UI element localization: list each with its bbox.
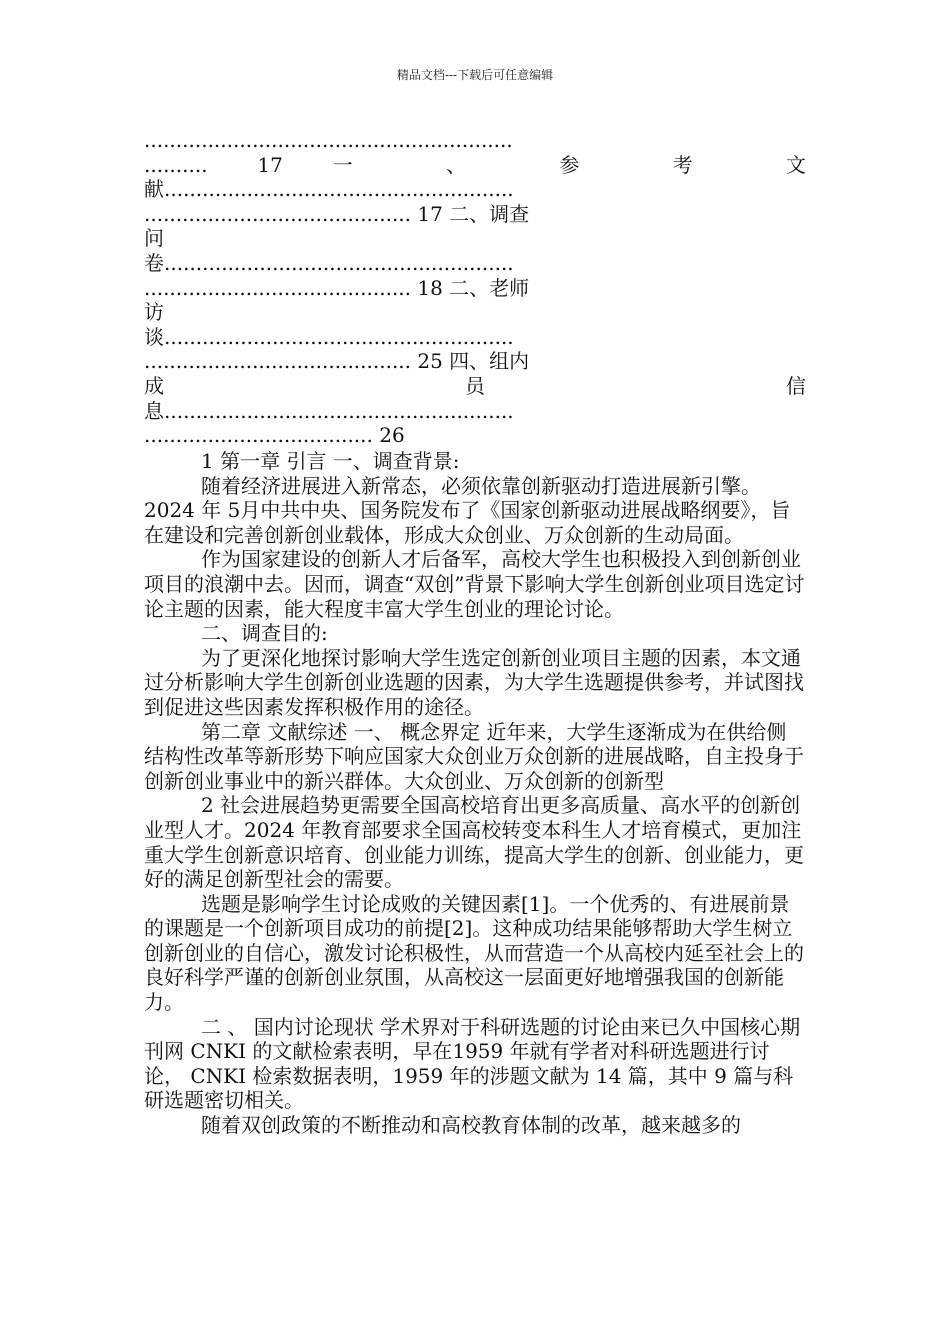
toc-line: 息....................................................... — [144, 398, 514, 423]
table-of-contents — [144, 128, 806, 448]
toc-line: .......................................... 18 二、老师 — [144, 275, 530, 300]
toc-line: .......................................................... — [144, 128, 513, 152]
toc-line: 成 员 信 — [144, 373, 806, 398]
toc-line: .......................................... 25 四、组内 — [144, 349, 530, 374]
page-header: 精品文档---下载后可任意编辑 — [396, 68, 554, 82]
toc-line: .................................... 26 — [144, 423, 405, 448]
paragraph: 2 社会进展趋势更需要全国高校培育出更多高质量、高水平的创新创业型人才。2024 年教育部要求全国高校转变本科生人才培育模式，更加注重大学生创新意识培育、创业能力训练，提高大学生的创新、创业能力，更好的满足创新型社会的需要。 — [144, 793, 804, 892]
paragraph: 选题是影响学生讨论成败的关键因素[1]。一个优秀的、有进展前景的课题是一个创新项目成功的前提[2]。这种成功结果能够帮助大学生树立创新创业的自信心，激发讨论积极性，从而营造一个从高校内延至社会上的良好科学严谨的创新创业氛围，从高校这一层面更好地增强我国的创新能力。 — [144, 891, 804, 1015]
paragraph: 随着双创政策的不断推动和高校教育体制的改革，越来越多的 — [201, 1113, 741, 1138]
toc-line: 献....................................................... — [144, 177, 514, 202]
paragraph: 随着经济进展进入新常态，必须依靠创新驱动打造进展新引擎。2024 年 5月中共中央、国务院发布了《国家创新驱动进展战略纲要》，旨在建设和完善创新创业载体，形成大众创业、万众创新的生动局面。 — [144, 473, 791, 547]
paragraph: 二 、 国内讨论现状 学术界对于科研选题的讨论由来已久中国核心期刊网 CNKI 的文献检索表明，早在1959 年就有学者对科研选题进行讨论， CNKI 检索数据表明，1959 年的涉题文献为 14 篇，其中 9 篇与科研选题密切相关。 — [144, 1014, 801, 1113]
section-heading: 二、调查目的: — [201, 621, 328, 646]
chapter-heading: 1 第一章 引言 一、调查背景: — [201, 449, 460, 473]
toc-line: 卷....................................................... — [144, 250, 514, 275]
toc-line: .......................................... 17 二、调查 — [144, 201, 530, 226]
toc-line: 问 — [144, 226, 164, 251]
document-body — [144, 449, 806, 1138]
paragraph: 第二章 文献综述 一、 概念界定 近年来，大学生逐渐成为在供给侧结构性改革等新形势下响应国家大众创业万众创新的进展战略，自主投身于创新创业事业中的新兴群体。大众创业、万众创新的创新型 — [144, 719, 804, 793]
toc-line: .......... 17 一 、 参 考 文 — [144, 152, 806, 177]
paragraph: 为了更深化地探讨影响大学生选定创新创业项目主题的因素，本文通过分析影响大学生创新创业选题的因素，为大学生选题提供参考，并试图找到促进这些因素发挥积极作用的途径。 — [144, 645, 804, 719]
paragraph: 作为国家建设的创新人才后备军，高校大学生也积极投入到创新创业项目的浪潮中去。因而，调查“双创”背景下影响大学生创新创业项目选定讨论主题的因素，能大程度丰富大学生创业的理论讨论。 — [144, 547, 805, 621]
toc-line: 访 — [144, 300, 164, 325]
toc-line: 谈....................................................... — [144, 324, 514, 349]
